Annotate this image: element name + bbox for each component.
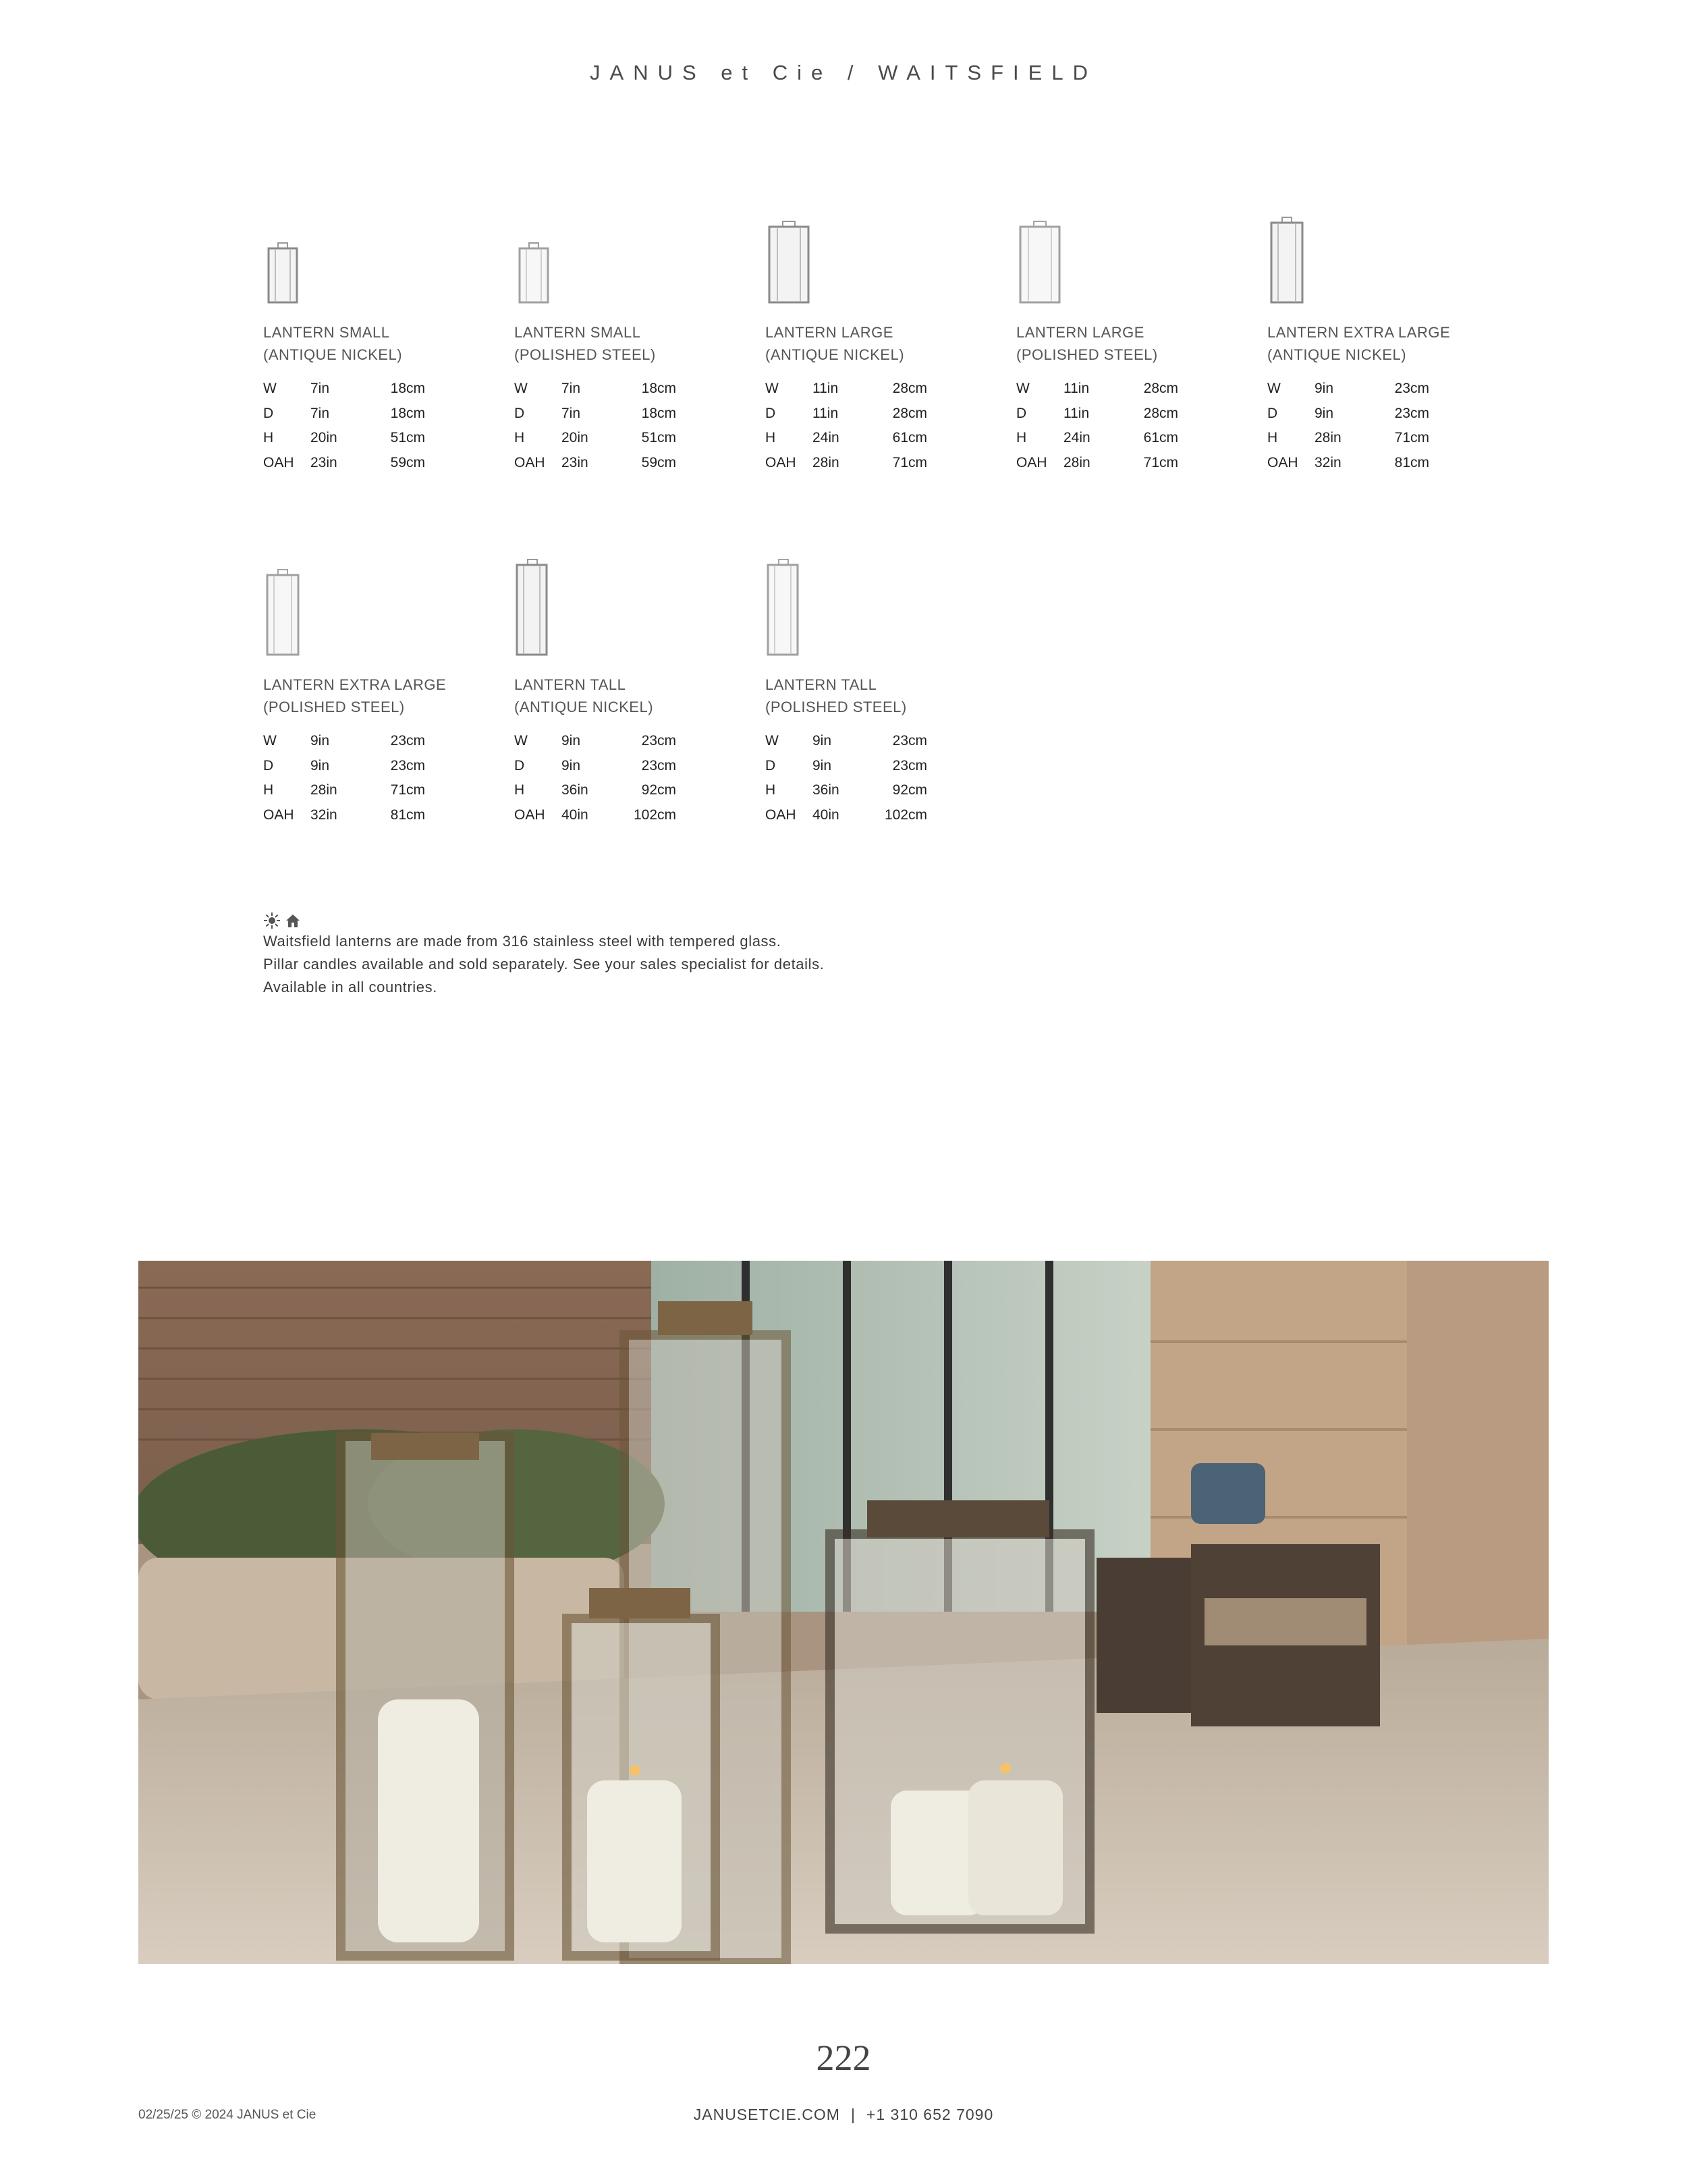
dim-label: OAH (1016, 454, 1047, 470)
dimension-row (514, 754, 676, 779)
dim-label: D (263, 757, 274, 773)
dim-inches: 23in (561, 454, 588, 470)
dim-label: H (514, 430, 525, 445)
dim-cm: 28cm (1143, 381, 1178, 396)
dim-inches: 40in (812, 807, 839, 823)
dimension-row (765, 402, 927, 427)
product-card (765, 568, 1015, 827)
dim-label: W (263, 381, 277, 396)
lantern-icon (765, 558, 806, 656)
dimension-row (263, 754, 425, 779)
dim-inches: 28in (310, 782, 337, 798)
page-number: 222 (816, 2038, 871, 2078)
feature-icons (263, 911, 1073, 930)
dim-label: OAH (514, 454, 545, 470)
dim-cm: 23cm (390, 733, 425, 748)
dim-cm: 23cm (641, 757, 676, 773)
dim-label: D (1267, 405, 1278, 421)
product-card (765, 216, 1015, 475)
dim-cm: 18cm (390, 405, 425, 421)
dimension-row (765, 803, 927, 828)
dim-cm: 59cm (641, 454, 676, 470)
catalog-header: JANUS et Cie / WAITSFIELD (590, 61, 1097, 84)
dim-inches: 11in (812, 405, 839, 421)
dim-cm: 23cm (641, 733, 676, 748)
dim-cm: 81cm (390, 807, 425, 823)
dim-label: H (765, 782, 776, 798)
dim-inches: 11in (812, 381, 839, 396)
dim-cm: 81cm (1394, 454, 1429, 470)
dim-cm: 61cm (1143, 430, 1178, 445)
dim-label: OAH (765, 454, 796, 470)
dimension-row (1267, 451, 1429, 476)
dimension-row (1267, 402, 1429, 427)
phone-number[interactable]: +1 310 652 7090 (866, 2106, 994, 2123)
product-name: LANTERN LARGE (1016, 324, 1144, 341)
dim-cm: 23cm (892, 757, 927, 773)
dimension-row (1016, 377, 1178, 402)
dim-cm: 18cm (641, 381, 676, 396)
dimension-row (514, 402, 676, 427)
dim-inches: 28in (1063, 454, 1090, 470)
dimension-table (765, 729, 927, 827)
product-name: LANTERN EXTRA LARGE (1267, 324, 1451, 341)
footer-contact (0, 2106, 1687, 2124)
dim-cm: 71cm (892, 454, 927, 470)
product-thumbnail (765, 216, 1015, 304)
dim-cm: 71cm (390, 782, 425, 798)
dim-label: W (1016, 381, 1030, 396)
dim-cm: 102cm (884, 807, 927, 823)
product-card (514, 216, 764, 475)
dim-label: D (765, 405, 776, 421)
lantern-icon (1016, 216, 1063, 304)
dim-label: H (514, 782, 525, 798)
dim-label: W (514, 733, 528, 748)
dimension-row (765, 426, 927, 451)
dim-label: H (1267, 430, 1278, 445)
dim-label: OAH (263, 807, 294, 823)
dim-cm: 61cm (892, 430, 927, 445)
product-finish: (POLISHED STEEL) (765, 699, 907, 715)
dimension-row (765, 451, 927, 476)
product-name: LANTERN LARGE (765, 324, 893, 341)
product-thumbnail (514, 568, 764, 656)
product-thumbnail (765, 568, 1015, 656)
dim-label: OAH (765, 807, 796, 823)
dimension-row (765, 377, 927, 402)
product-thumbnail (1016, 216, 1266, 304)
dim-label: W (263, 733, 277, 748)
dim-cm: 23cm (1394, 405, 1429, 421)
dim-cm: 59cm (390, 454, 425, 470)
dim-inches: 7in (310, 405, 330, 421)
dimension-row (514, 377, 676, 402)
footer-date-copyright: 02/25/25 © 2024 JANUS et Cie (138, 2108, 316, 2122)
dim-inches: 24in (812, 430, 839, 445)
dim-inches: 36in (812, 782, 839, 798)
product-name: LANTERN SMALL (514, 324, 641, 341)
product-thumbnail (263, 568, 513, 656)
dim-inches: 32in (310, 807, 337, 823)
dim-cm: 18cm (641, 405, 676, 421)
dim-cm: 23cm (390, 757, 425, 773)
dim-inches: 23in (310, 454, 337, 470)
dimension-row (263, 729, 425, 754)
dimension-table (514, 377, 676, 475)
dim-inches: 40in (561, 807, 588, 823)
footer-separator: | (850, 2106, 856, 2123)
dim-label: OAH (1267, 454, 1298, 470)
product-card (514, 568, 764, 827)
dimension-row (263, 426, 425, 451)
dimension-row (1016, 402, 1178, 427)
dim-inches: 32in (1315, 454, 1342, 470)
lantern-icon (514, 216, 555, 304)
product-notes (263, 911, 1073, 999)
dimension-row (514, 451, 676, 476)
dim-inches: 20in (310, 430, 337, 445)
dimension-table (514, 729, 676, 827)
dimension-row (514, 729, 676, 754)
product-thumbnail (263, 216, 513, 304)
product-thumbnail (514, 216, 764, 304)
dim-cm: 23cm (1394, 381, 1429, 396)
dim-inches: 11in (1063, 405, 1090, 421)
dim-inches: 7in (310, 381, 330, 396)
dim-cm: 92cm (641, 782, 676, 798)
dim-inches: 9in (812, 757, 832, 773)
product-card (1016, 216, 1266, 475)
sun-icon (263, 912, 281, 929)
product-card (263, 216, 513, 475)
dim-inches: 36in (561, 782, 588, 798)
dim-inches: 9in (310, 757, 330, 773)
dim-label: OAH (514, 807, 545, 823)
dim-inches: 11in (1063, 381, 1090, 396)
dimension-row (514, 803, 676, 828)
dim-inches: 7in (561, 381, 581, 396)
dim-cm: 51cm (641, 430, 676, 445)
dimension-row (263, 778, 425, 803)
dimension-row (765, 778, 927, 803)
dim-cm: 71cm (1394, 430, 1429, 445)
product-grid (263, 216, 1545, 837)
dim-inches: 9in (561, 733, 581, 748)
dim-label: D (514, 757, 525, 773)
dim-label: W (765, 381, 779, 396)
dim-label: W (765, 733, 779, 748)
product-finish: (ANTIQUE NICKEL) (263, 346, 403, 363)
product-card (263, 568, 513, 827)
material-note: Waitsfield lanterns are made from 316 stainless steel with tempered glass. (263, 933, 781, 950)
dim-inches: 28in (812, 454, 839, 470)
product-name: LANTERN SMALL (263, 324, 390, 341)
product-finish: (ANTIQUE NICKEL) (514, 699, 654, 715)
dim-cm: 28cm (1143, 405, 1178, 421)
dim-inches: 28in (1315, 430, 1342, 445)
product-name: LANTERN EXTRA LARGE (263, 676, 447, 693)
dimension-row (1267, 426, 1429, 451)
dim-inches: 9in (561, 757, 581, 773)
product-name: LANTERN TALL (514, 676, 626, 693)
dim-label: D (514, 405, 525, 421)
website-link[interactable]: JANUSETCIE.COM (693, 2106, 840, 2123)
dimension-row (263, 377, 425, 402)
dim-label: H (263, 430, 274, 445)
dim-inches: 9in (812, 733, 832, 748)
product-thumbnail (1267, 216, 1517, 304)
product-finish: (POLISHED STEEL) (514, 346, 656, 363)
dim-cm: 28cm (892, 381, 927, 396)
lantern-icon (514, 558, 555, 656)
candle-note: Pillar candles available and sold separately. See your sales specialist for details. (263, 956, 825, 973)
dim-label: D (1016, 405, 1027, 421)
dimension-table (1267, 377, 1429, 475)
dimension-table (263, 729, 425, 827)
dim-inches: 9in (1315, 381, 1334, 396)
product-card (1267, 216, 1517, 475)
dimension-table (263, 377, 425, 475)
dim-inches: 9in (1315, 405, 1334, 421)
dim-inches: 7in (561, 405, 581, 421)
dim-label: W (514, 381, 528, 396)
dim-label: D (263, 405, 274, 421)
dimension-row (514, 426, 676, 451)
product-finish: (ANTIQUE NICKEL) (765, 346, 905, 363)
lantern-icon (263, 216, 304, 304)
dim-label: H (1016, 430, 1027, 445)
dim-label: H (263, 782, 274, 798)
dim-inches: 20in (561, 430, 588, 445)
dimension-row (263, 402, 425, 427)
dim-cm: 102cm (633, 807, 676, 823)
dim-cm: 92cm (892, 782, 927, 798)
dim-inches: 24in (1063, 430, 1090, 445)
availability-note: Available in all countries. (263, 979, 437, 995)
dim-cm: 51cm (390, 430, 425, 445)
product-finish: (ANTIQUE NICKEL) (1267, 346, 1407, 363)
dim-cm: 18cm (390, 381, 425, 396)
home-icon (285, 912, 301, 929)
patio-lanterns-image (138, 1261, 1549, 1964)
dimension-row (1267, 377, 1429, 402)
dim-cm: 71cm (1143, 454, 1178, 470)
dimension-row (1016, 426, 1178, 451)
dim-label: OAH (263, 454, 294, 470)
dimension-table (1016, 377, 1178, 475)
lifestyle-photo (138, 1261, 1549, 1964)
dimension-table (765, 377, 927, 475)
dimension-row (1016, 451, 1178, 476)
dimension-row (765, 754, 927, 779)
dimension-row (263, 803, 425, 828)
dim-label: W (1267, 381, 1281, 396)
dimension-row (765, 729, 927, 754)
dim-cm: 28cm (892, 405, 927, 421)
product-finish: (POLISHED STEEL) (263, 699, 405, 715)
lantern-icon (263, 568, 304, 656)
dim-inches: 9in (310, 733, 330, 748)
lantern-icon (1267, 216, 1308, 304)
dimension-row (263, 451, 425, 476)
product-name: LANTERN TALL (765, 676, 877, 693)
dim-label: H (765, 430, 776, 445)
dim-label: D (765, 757, 776, 773)
product-finish: (POLISHED STEEL) (1016, 346, 1158, 363)
dimension-row (514, 778, 676, 803)
lantern-icon (765, 216, 812, 304)
dim-cm: 23cm (892, 733, 927, 748)
